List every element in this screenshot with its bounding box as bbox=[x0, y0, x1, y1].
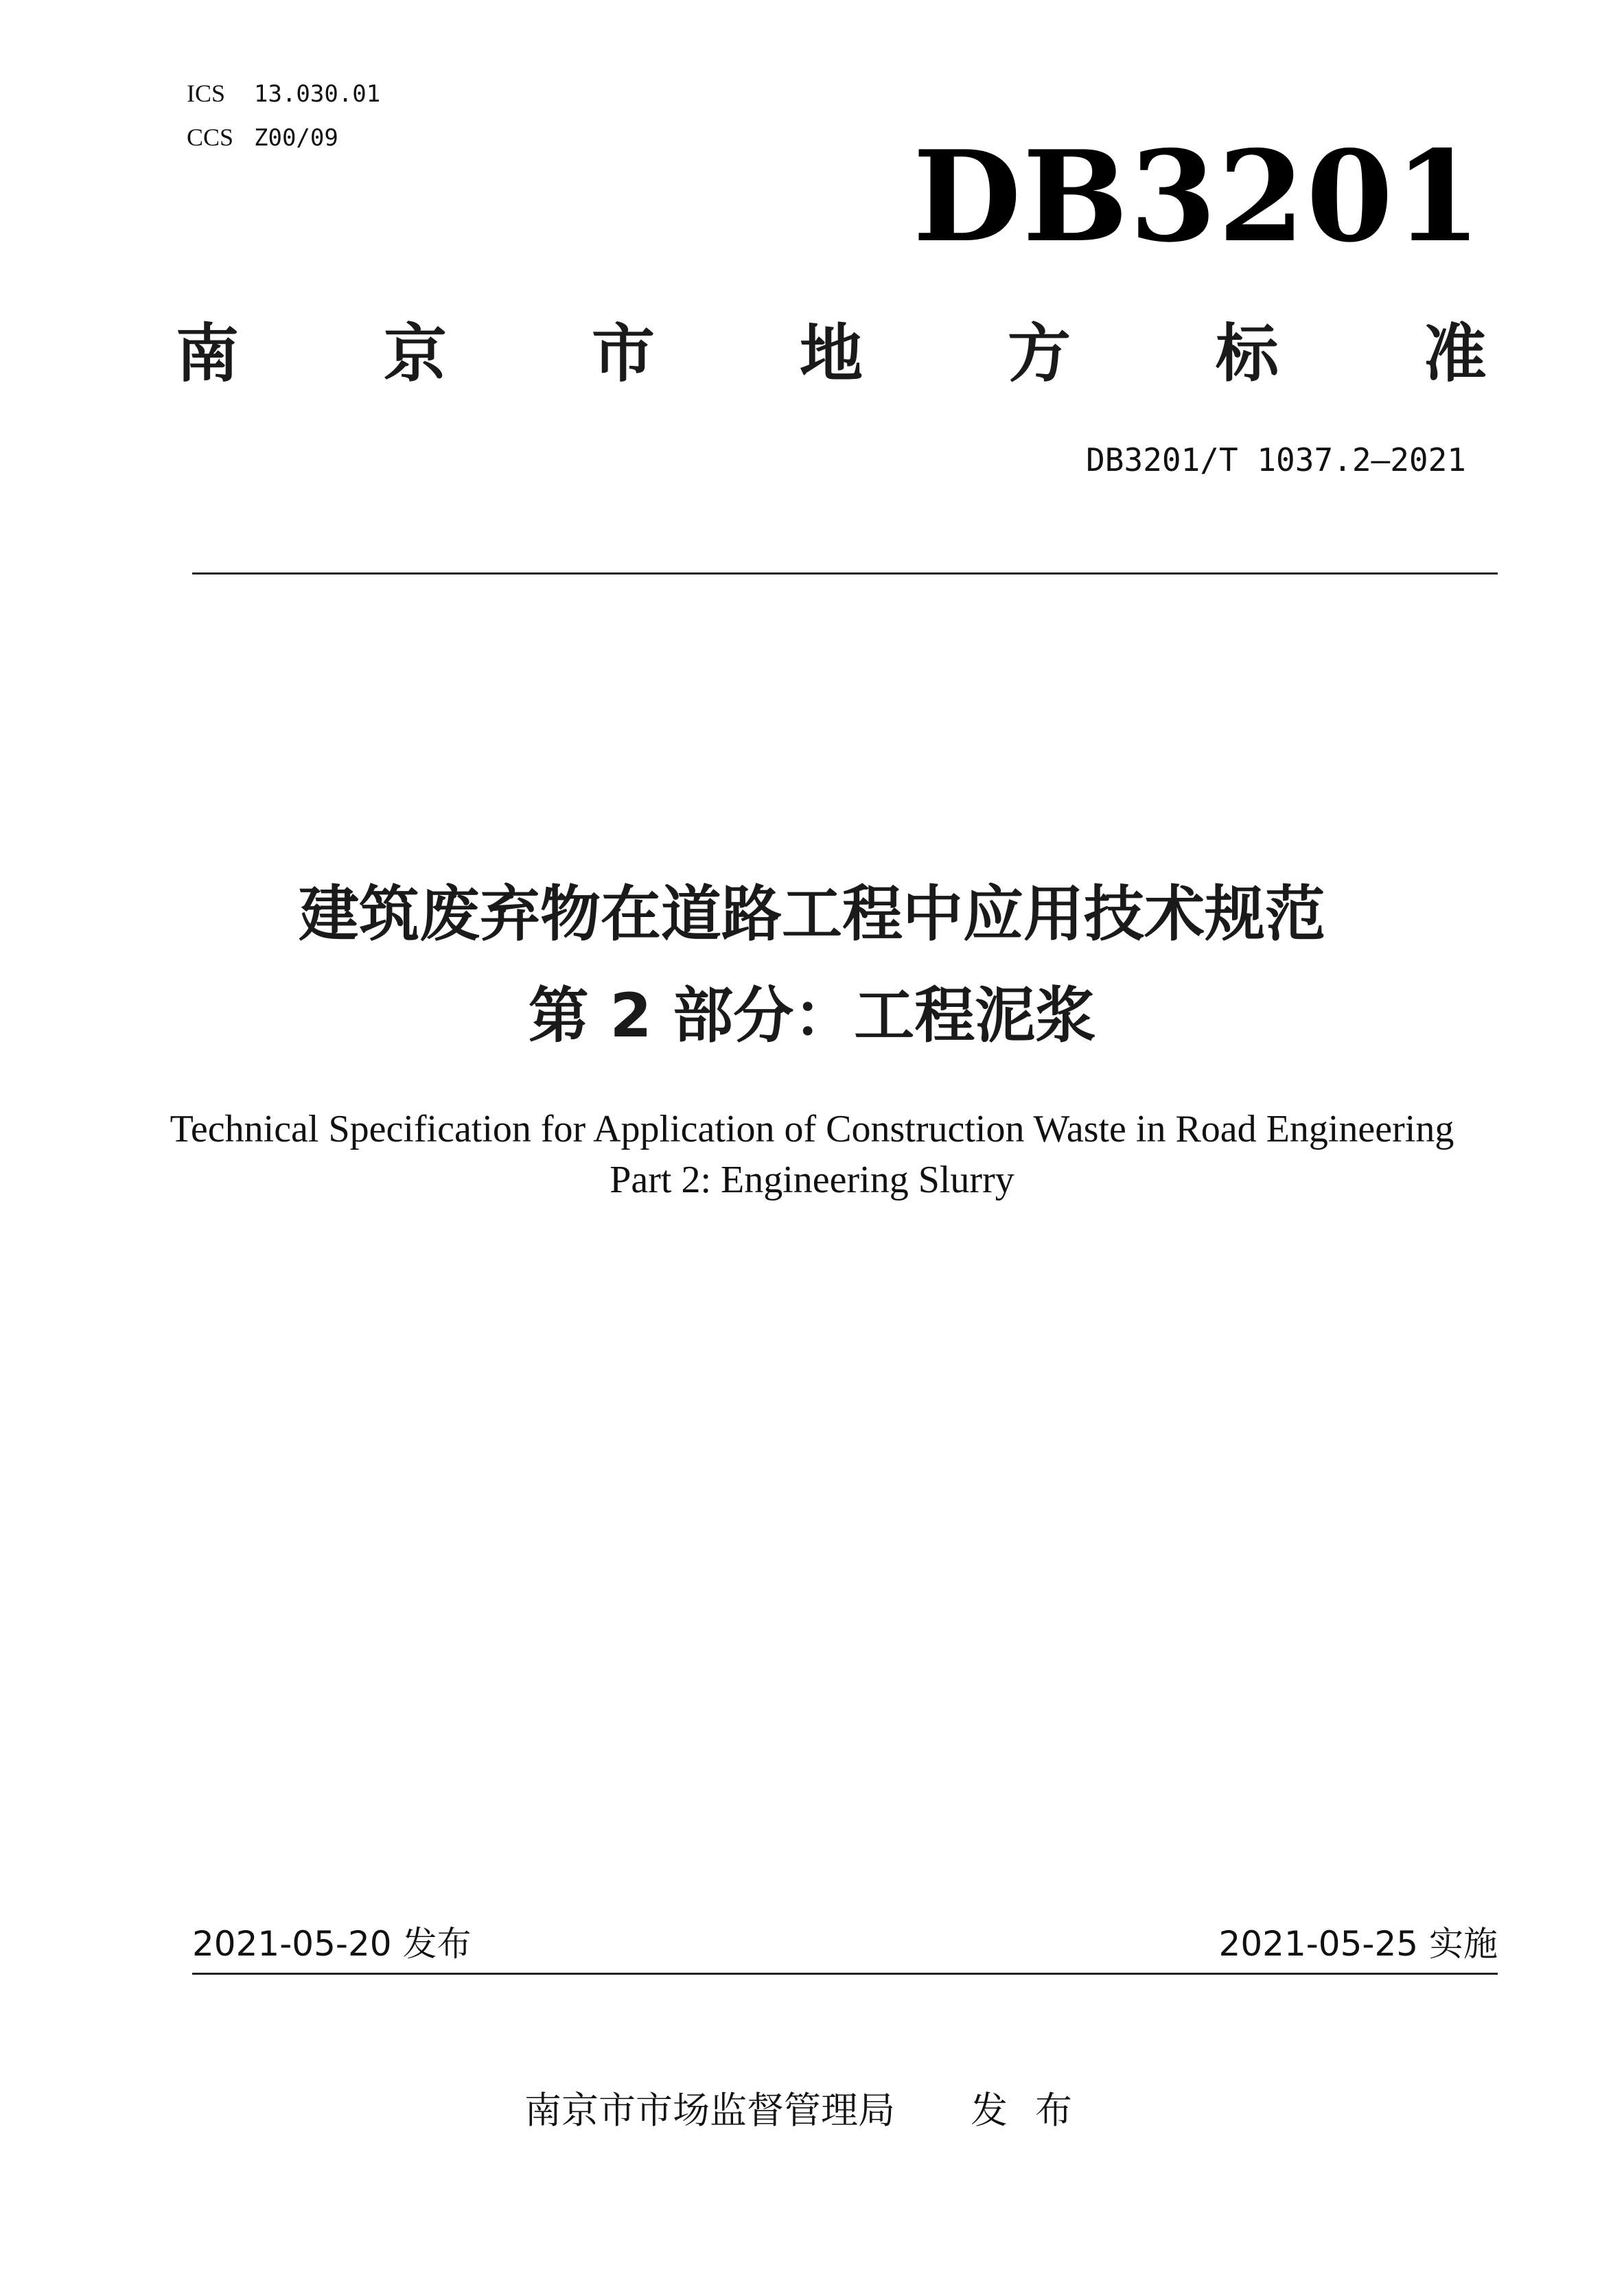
issue-date: 2021-05-20 发布 bbox=[192, 1924, 472, 1964]
standard-type-char: 方 bbox=[1007, 317, 1071, 391]
top-divider bbox=[192, 572, 1498, 575]
ics-label: ICS bbox=[187, 80, 226, 107]
bottom-divider bbox=[192, 1973, 1498, 1975]
publisher-line bbox=[0, 2087, 1624, 2135]
standard-mark: DB3201 bbox=[913, 123, 1483, 270]
title-en-line2: Part 2: Engineering Slurry bbox=[610, 1159, 1014, 1201]
ccs-code bbox=[187, 122, 338, 153]
publisher-action: 发布 bbox=[971, 2089, 1100, 2132]
ccs-label: CCS bbox=[187, 124, 234, 151]
standard-type-char: 南 bbox=[176, 317, 240, 391]
publisher-org: 南京市市场监督管理局 bbox=[524, 2089, 895, 2132]
ics-value: 13.030.01 bbox=[254, 80, 381, 108]
title-en-line1: Technical Specification for Application of Construction Waste in Road Engineering bbox=[170, 1108, 1454, 1150]
standard-type-char: 市 bbox=[591, 317, 655, 391]
standard-type-char: 标 bbox=[1215, 317, 1279, 391]
implementation-date: 2021-05-25 实施 bbox=[1218, 1924, 1498, 1964]
standard-type-heading bbox=[176, 313, 1487, 395]
title-zh-line1: 建筑废弃物在道路工程中应用技术规范 bbox=[298, 879, 1325, 949]
standard-type-char: 京 bbox=[383, 317, 447, 391]
standard-number: DB3201/T 1037.2—2021 bbox=[1086, 441, 1466, 478]
ics-code bbox=[187, 78, 380, 109]
standard-type-char: 地 bbox=[799, 317, 863, 391]
title-zh-line2: 第 2 部分：工程泥浆 bbox=[528, 980, 1096, 1051]
standard-type-char: 准 bbox=[1423, 317, 1487, 391]
ccs-value: Z00/09 bbox=[254, 124, 338, 152]
